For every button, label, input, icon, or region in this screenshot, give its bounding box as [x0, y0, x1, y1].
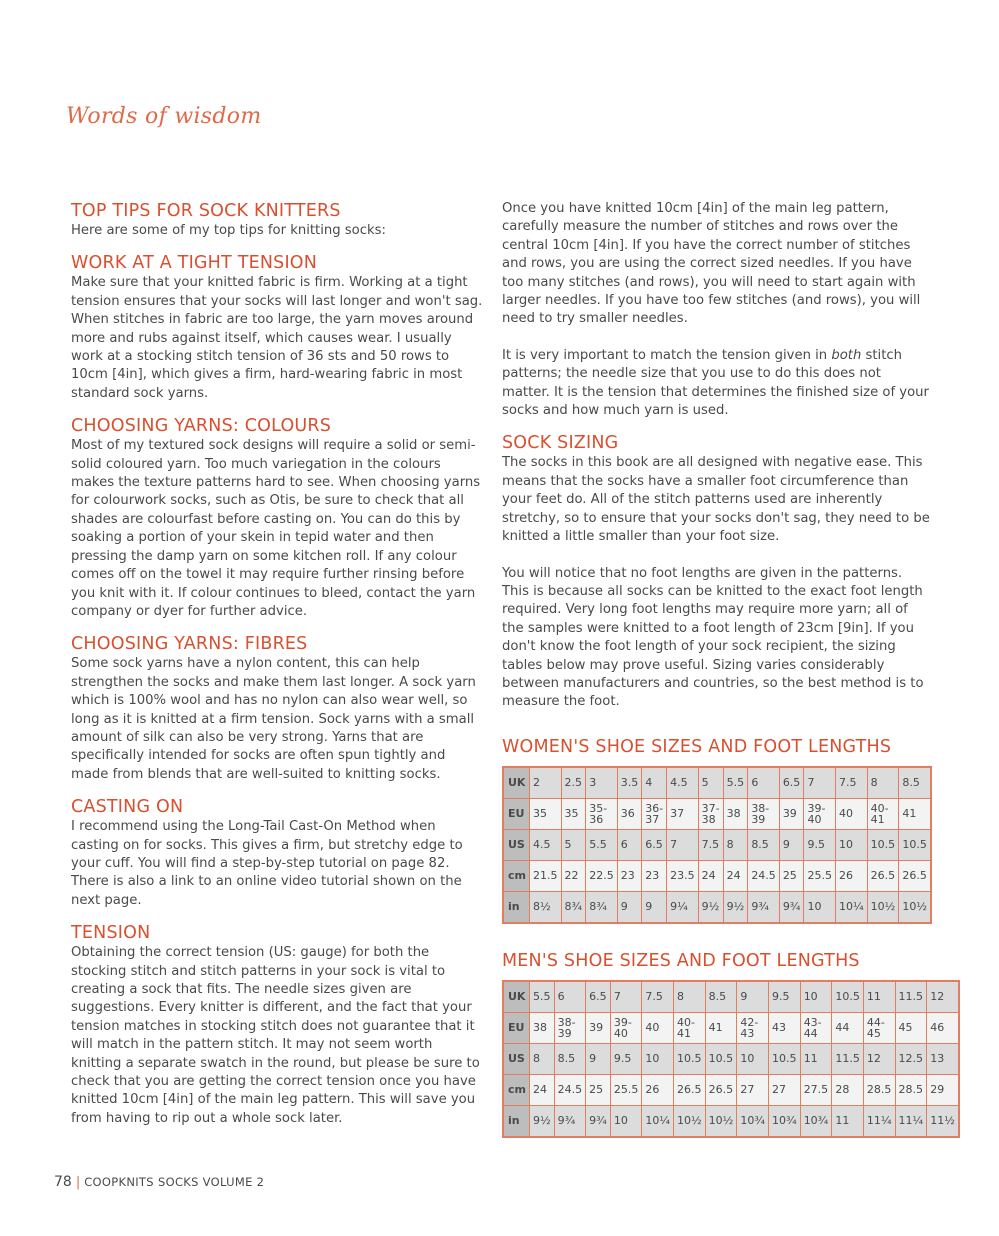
table-cell: 10¼: [642, 1105, 674, 1137]
table-row: [503, 1043, 959, 1074]
table-cell: 6: [554, 981, 586, 1013]
table-cell: 12: [863, 1043, 895, 1074]
row-header-cell: in: [503, 891, 530, 923]
table-cell: 9¾: [779, 891, 804, 923]
table-cell: 8½: [530, 891, 562, 923]
section-heading: TENSION: [71, 923, 151, 944]
section-yarns-colours: [71, 415, 485, 621]
table-cell: 6.5: [586, 981, 611, 1013]
table-cell: 23: [617, 860, 642, 891]
table-cell: 26.5: [867, 860, 899, 891]
table-cell: 8: [867, 767, 899, 799]
table-cell: 4.5: [530, 829, 562, 860]
table-cell: 8.5: [748, 829, 780, 860]
section-tension: [71, 922, 485, 1128]
table-cell: 8.5: [554, 1043, 586, 1074]
table-cell: 9.5: [804, 829, 836, 860]
table-cell: 8¾: [586, 891, 618, 923]
table-cell: 10½: [674, 1105, 706, 1137]
table-cell: 8¾: [561, 891, 586, 923]
table-cell: 26.5: [674, 1074, 706, 1105]
table-cell: 9½: [698, 891, 723, 923]
section-text: I recommend using the Long-Tail Cast-On Method when casting on for socks. This gives a firm, but stretchy edge to your cuff. You will find a step-by-step tutorial on page 82. There is also a link to an online video tutorial shown on the next page.: [71, 819, 463, 908]
table-cell: 10¾: [769, 1105, 801, 1137]
row-header-cell: US: [503, 829, 530, 860]
table-cell: 9¾: [748, 891, 780, 923]
table-cell: 10: [800, 981, 832, 1013]
table-cell: 10.5: [705, 1043, 737, 1074]
table-cell: 43: [769, 1012, 801, 1043]
table-cell: 7.5: [698, 829, 723, 860]
section-heading: SOCK SIZING: [502, 433, 619, 454]
table-cell: 23: [642, 860, 667, 891]
table-cell: 12: [927, 981, 959, 1013]
table-cell: 38: [723, 798, 748, 829]
table-cell: 11: [832, 1105, 864, 1137]
mens-size-table: [502, 980, 960, 1138]
table-cell: 8: [674, 981, 706, 1013]
row-header-cell: cm: [503, 1074, 529, 1105]
table-cell: 7: [667, 829, 699, 860]
section-casting-on: [71, 796, 485, 910]
table-cell: 9¼: [667, 891, 699, 923]
table-cell: 37-38: [698, 798, 723, 829]
page-footer: [54, 1174, 264, 1190]
table-cell: 26.5: [705, 1074, 737, 1105]
table-cell: 26: [835, 860, 867, 891]
table-cell: 5.5: [529, 981, 554, 1013]
table-cell: 9½: [529, 1105, 554, 1137]
table-cell: 38-39: [748, 798, 780, 829]
section-heading: CHOOSING YARNS: FIBRES: [71, 634, 308, 655]
table-cell: 22: [561, 860, 586, 891]
table-cell: 24: [698, 860, 723, 891]
table-cell: 44: [832, 1012, 864, 1043]
table-cell: 42-43: [737, 1012, 769, 1043]
table-cell: 9: [642, 891, 667, 923]
table-cell: 7: [610, 981, 642, 1013]
table-cell: 10.5: [832, 981, 864, 1013]
table-cell: 8: [529, 1043, 554, 1074]
table-row: [503, 981, 959, 1013]
table-cell: 9¾: [554, 1105, 586, 1137]
section-heading: CASTING ON: [71, 797, 184, 818]
row-header-cell: UK: [503, 981, 529, 1013]
table-cell: 5: [698, 767, 723, 799]
table-cell: 11¼: [895, 1105, 927, 1137]
table-cell: 28.5: [895, 1074, 927, 1105]
table-cell: 11.5: [895, 981, 927, 1013]
section-heading: CHOOSING YARNS: COLOURS: [71, 416, 332, 437]
womens-size-table: [502, 766, 932, 924]
table-cell: 26: [642, 1074, 674, 1105]
table-cell: 9: [737, 981, 769, 1013]
table-row: [503, 798, 931, 829]
table-cell: 28.5: [863, 1074, 895, 1105]
table-cell: 2: [530, 767, 562, 799]
table-cell: 23.5: [667, 860, 699, 891]
table-row: [503, 767, 931, 799]
table-cell: 7: [804, 767, 836, 799]
table-cell: 5.5: [723, 767, 748, 799]
womens-size-block: [502, 736, 932, 924]
table-cell: 9: [586, 1043, 611, 1074]
table-cell: 24: [723, 860, 748, 891]
table-title: WOMEN'S SHOE SIZES AND FOOT LENGTHS: [502, 736, 892, 757]
row-header-cell: cm: [503, 860, 530, 891]
table-row: [503, 1105, 959, 1137]
table-cell: 9.5: [610, 1043, 642, 1074]
table-cell: 43-44: [800, 1012, 832, 1043]
table-cell: 36-37: [642, 798, 667, 829]
table-cell: 8: [723, 829, 748, 860]
table-cell: 8.5: [899, 767, 931, 799]
table-cell: 35-36: [586, 798, 618, 829]
table-cell: 41: [899, 798, 931, 829]
table-cell: 11½: [927, 1105, 959, 1137]
table-cell: 10¾: [800, 1105, 832, 1137]
table-cell: 10: [804, 891, 836, 923]
table-cell: 27: [769, 1074, 801, 1105]
table-cell: 44-45: [863, 1012, 895, 1043]
section-text: Make sure that your knitted fabric is firm. Working at a tight tension ensures that your socks will last longer and won't sag. When stitches in fabric are too large, the yarn moves around more and rubs against itself, which causes wear. I usually work at a stocking stitch tension of 36 sts and 50 rows to 10cm [4in], which gives a firm, hard-wearing fabric in most standard sock yarns.: [71, 275, 483, 401]
table-cell: 40: [835, 798, 867, 829]
section-heading: TOP TIPS FOR SOCK KNITTERS: [71, 201, 341, 221]
table-cell: 9½: [723, 891, 748, 923]
table-row: [503, 1074, 959, 1105]
table-cell: 11: [800, 1043, 832, 1074]
mens-size-block: [502, 950, 955, 1138]
table-cell: 40: [642, 1012, 674, 1043]
table-cell: 11: [863, 981, 895, 1013]
table-cell: 10½: [867, 891, 899, 923]
table-cell: 6: [748, 767, 780, 799]
section-text: Some sock yarns have a nylon content, this can help strengthen the socks and make them last longer. A sock yarn which is 100% wool and has no nylon can also wear well, so long as it is knitted at a firm tension. Sock yarns with a small amount of silk can also be very strong. Yarns that are specifically intended for socks are often spun tightly and made from blends that are well-suited to knitting socks.: [71, 656, 476, 782]
section-text: The socks in this book are all designed with negative ease. This means that the socks have a smaller foot circumference than your feet do. All of the stitch patterns used are inherently stretchy, so to ensure that your socks don't sag, they need to be knitted a little smaller than your foot size.: [502, 455, 930, 545]
table-cell: 6.5: [642, 829, 667, 860]
footer-brand: COOPKNITS: [84, 1175, 154, 1189]
table-cell: 39-40: [804, 798, 836, 829]
footer-separator: |: [75, 1175, 81, 1190]
page-number: 78: [54, 1174, 72, 1190]
table-cell: 25.5: [610, 1074, 642, 1105]
row-header-cell: in: [503, 1105, 529, 1137]
table-cell: 10.5: [867, 829, 899, 860]
section-top-tips: [71, 200, 485, 240]
section-text-2: You will notice that no foot lengths are given in the patterns. This is because all socks can be knitted to the exact foot length required. Very long foot lengths may require more yarn; all of the samples were knitted to a foot length of 23cm [9in]. If you don't know the foot length of your sock recipient, the sizing tables below may prove useful. Sizing varies considerably between manufacturers and countries, so the best method is to measure the foot.: [502, 565, 924, 710]
row-header-cell: EU: [503, 1012, 529, 1043]
table-cell: 27.5: [800, 1074, 832, 1105]
left-column: [71, 200, 485, 1140]
table-cell: 40-41: [867, 798, 899, 829]
section-heading: WORK AT A TIGHT TENSION: [71, 253, 318, 274]
table-cell: 38-39: [554, 1012, 586, 1043]
table-row: [503, 860, 931, 891]
table-row: [503, 829, 931, 860]
table-cell: 26.5: [899, 860, 931, 891]
table-cell: 28: [832, 1074, 864, 1105]
table-cell: 12.5: [895, 1043, 927, 1074]
table-cell: 10.5: [769, 1043, 801, 1074]
table-cell: 6: [617, 829, 642, 860]
right-column: [502, 200, 955, 1138]
table-cell: 25: [586, 1074, 611, 1105]
table-cell: 3.5: [617, 767, 642, 799]
section-text: Here are some of my top tips for knitting socks:: [71, 223, 386, 238]
table-cell: 41: [705, 1012, 737, 1043]
table-cell: 45: [895, 1012, 927, 1043]
table-cell: 5: [561, 829, 586, 860]
table-cell: 10¾: [737, 1105, 769, 1137]
row-header-cell: EU: [503, 798, 530, 829]
table-cell: 9¾: [586, 1105, 611, 1137]
table-cell: 37: [667, 798, 699, 829]
table-cell: 10½: [705, 1105, 737, 1137]
table-title: MEN'S SHOE SIZES AND FOOT LENGTHS: [502, 950, 860, 971]
table-cell: 46: [927, 1012, 959, 1043]
table-cell: 10¼: [835, 891, 867, 923]
table-cell: 6.5: [779, 767, 804, 799]
table-row: [503, 1012, 959, 1043]
section-text: Obtaining the correct tension (US: gauge) for both the stocking stitch and stitch patterns in your sock is vital to creating a sock that fits. The needle sizes given are suggestions. Every knitter is different, and the fact that your tension matches in stocking stitch does not guarantee that it will match in the pattern stitch. It may not seem worth knitting a separate swatch in the round, but please be sure to check that you are getting the correct tension once you have knitted 10cm [4in] of the main leg pattern. This will save you from having to rip out a whole sock later.: [71, 945, 480, 1126]
table-cell: 25.5: [804, 860, 836, 891]
table-cell: 10: [610, 1105, 642, 1137]
table-cell: 10.5: [899, 829, 931, 860]
table-cell: 21.5: [530, 860, 562, 891]
table-cell: 4.5: [667, 767, 699, 799]
table-cell: 25: [779, 860, 804, 891]
section-text: Most of my textured sock designs will require a solid or semi-solid coloured yarn. Too much variegation in the colours makes the texture patterns hard to see. When choosing yarns for colourwork socks, such as Otis, be sure to check that all shades are colourfast before casting on. You can do this by soaking a portion of your skein in tepid water and then pressing the damp yarn on some kitchen roll. If any colour comes off on the towel it may require further rinsing before you knit with it. If colour continues to bleed, contact the yarn company or dyer for further advice.: [71, 438, 481, 619]
table-cell: 8.5: [705, 981, 737, 1013]
table-cell: 22.5: [586, 860, 618, 891]
page-title: Words of wisdom: [66, 104, 262, 129]
table-cell: 24: [529, 1074, 554, 1105]
table-cell: 11.5: [832, 1043, 864, 1074]
table-cell: 36: [617, 798, 642, 829]
table-cell: 39-40: [610, 1012, 642, 1043]
section-tight-tension: [71, 252, 485, 403]
table-cell: 10: [835, 829, 867, 860]
table-cell: 39: [779, 798, 804, 829]
table-cell: 10: [737, 1043, 769, 1074]
table-cell: 7.5: [835, 767, 867, 799]
table-cell: 39: [586, 1012, 611, 1043]
table-cell: 13: [927, 1043, 959, 1074]
table-cell: 10: [642, 1043, 674, 1074]
table-cell: 5.5: [586, 829, 618, 860]
table-cell: 9: [779, 829, 804, 860]
table-cell: 9: [617, 891, 642, 923]
table-cell: 9.5: [769, 981, 801, 1013]
tension-text: Once you have knitted 10cm [4in] of the main leg pattern, carefully measure the number of stitches and rows over the central 10cm [4in]. If you have the correct number of stitches and rows, you are using the correct sized needles. If you have too many stitches (and rows), you will need to start again with larger needles. If you have too few stitches (and rows), you will need to try smaller needles.: [502, 201, 921, 327]
table-cell: 38: [529, 1012, 554, 1043]
table-cell: 24.5: [748, 860, 780, 891]
tension-text-2: It is very important to match the tension given in both stitch patterns; the needle size that you use to do this does not matter. It is the tension that determines the finished size of your socks and how much yarn is used.: [502, 347, 929, 419]
table-cell: 3: [586, 767, 618, 799]
table-cell: 10.5: [674, 1043, 706, 1074]
section-yarns-fibres: [71, 633, 485, 784]
row-header-cell: UK: [503, 767, 530, 799]
table-cell: 35: [561, 798, 586, 829]
table-cell: 29: [927, 1074, 959, 1105]
table-row: [503, 891, 931, 923]
table-cell: 40-41: [674, 1012, 706, 1043]
footer-book-title: SOCKS VOLUME 2: [158, 1175, 265, 1189]
table-cell: 7.5: [642, 981, 674, 1013]
table-cell: 27: [737, 1074, 769, 1105]
table-cell: 11¼: [863, 1105, 895, 1137]
table-cell: 2.5: [561, 767, 586, 799]
table-cell: 10½: [899, 891, 931, 923]
table-cell: 4: [642, 767, 667, 799]
row-header-cell: US: [503, 1043, 529, 1074]
table-cell: 35: [530, 798, 562, 829]
section-sock-sizing: [502, 432, 932, 711]
table-cell: 24.5: [554, 1074, 586, 1105]
